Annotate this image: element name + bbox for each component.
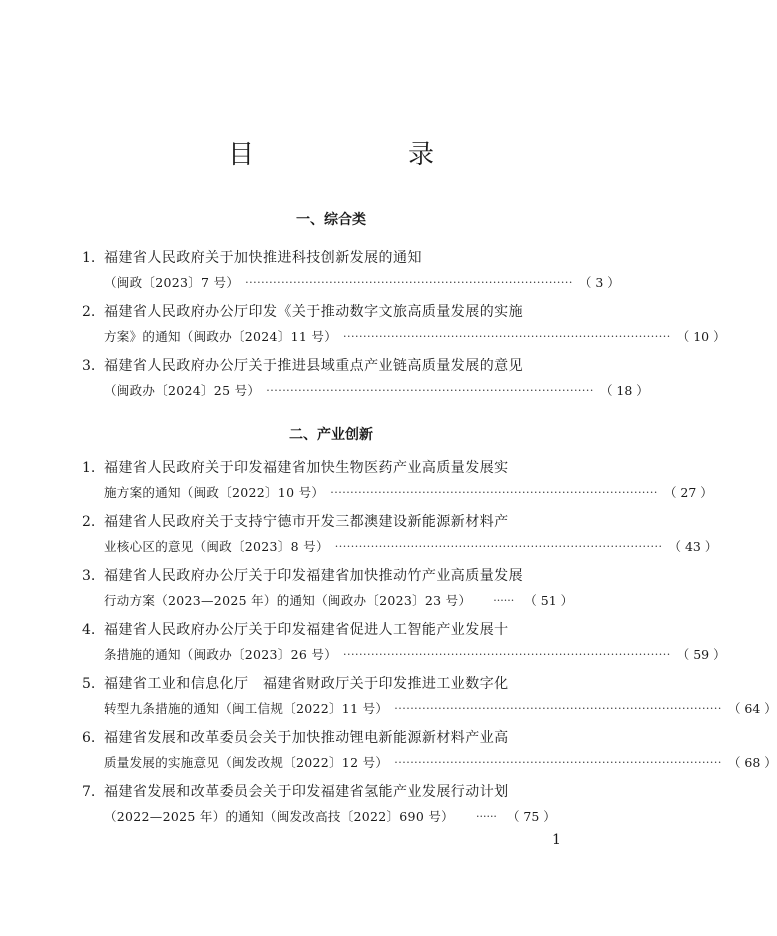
entry-title: 福建省人民政府办公厅关于印发福建省促进人工智能产业发展十 [104, 622, 509, 638]
dot-leader: ······ [475, 809, 497, 823]
entry-number: 2. [82, 304, 96, 320]
toc-entry[interactable] [82, 780, 582, 828]
entry-doc-number: （闽政办〔2024〕25 号） [104, 383, 261, 398]
entry-title: 福建省人民政府关于支持宁德市开发三都澳建设新能源新材料产 [104, 514, 509, 530]
toc-entry[interactable] [82, 510, 718, 558]
dot-leader: ·················································································· [330, 485, 658, 499]
entry-title: 福建省人民政府办公厅关于印发福建省加快推动竹产业高质量发展 [104, 568, 524, 584]
entry-page: （ 18 ） [599, 383, 649, 398]
entry-page: （ 10 ） [676, 329, 726, 344]
entry-title: 福建省发展和改革委员会关于加快推动锂电新能源新材料产业高 [104, 730, 509, 746]
entry-page: （ 3 ） [578, 275, 620, 290]
page-number: 1 [552, 832, 561, 848]
entry-doc-number: 条措施的通知（闽政办〔2023〕26 号） [104, 647, 337, 662]
dot-leader: ·················································································· [394, 755, 722, 769]
dot-leader: ·················································································· [343, 329, 671, 343]
page-title: 目 录 [227, 140, 468, 170]
entry-page: （ 51 ） [524, 593, 574, 608]
entry-page: （ 59 ） [676, 647, 726, 662]
section-title-general: 一、综合类 [296, 212, 366, 228]
toc-entry[interactable] [82, 618, 726, 666]
dot-leader: ······ [493, 593, 515, 607]
entry-page: （ 75 ） [506, 809, 556, 824]
entry-title: 福建省人民政府关于印发福建省加快生物医药产业高质量发展实 [104, 460, 509, 476]
toc-entry[interactable] [82, 564, 582, 612]
entry-title: 福建省人民政府办公厅印发《关于推动数字文旅高质量发展的实施 [104, 304, 524, 320]
dot-leader: ·················································································· [343, 647, 671, 661]
entry-page: （ 27 ） [663, 485, 713, 500]
entry-number: 7. [82, 784, 96, 800]
entry-doc-number: 行动方案（2023—2025 年）的通知（闽政办〔2023〕23 号） [104, 593, 472, 608]
entry-number: 3. [82, 568, 96, 584]
entry-doc-number: 施方案的通知（闽政〔2022〕10 号） [104, 485, 325, 500]
entry-doc-number: （2022—2025 年）的通知（闽发改高技〔2022〕690 号） [104, 809, 454, 824]
entry-title: 福建省发展和改革委员会关于印发福建省氢能产业发展行动计划 [104, 784, 509, 800]
entry-title: 福建省人民政府办公厅关于推进县域重点产业链高质量发展的意见 [104, 358, 524, 374]
toc-entry[interactable] [82, 354, 649, 402]
entry-doc-number: 方案》的通知（闽政办〔2024〕11 号） [104, 329, 337, 344]
dot-leader: ·················································································· [266, 383, 594, 397]
entry-page: （ 43 ） [668, 539, 718, 554]
section-title-industry: 二、产业创新 [289, 427, 373, 443]
entry-number: 4. [82, 622, 96, 638]
entry-page: （ 64 ） [727, 701, 777, 716]
entry-doc-number: 转型九条措施的通知（闽工信规〔2022〕11 号） [104, 701, 389, 716]
toc-entry[interactable] [82, 246, 620, 294]
entry-title: 福建省工业和信息化厅 福建省财政厅关于印发推进工业数字化 [104, 676, 509, 692]
entry-page: （ 68 ） [727, 755, 777, 770]
entry-number: 2. [82, 514, 96, 530]
entry-number: 1. [82, 460, 96, 476]
entry-number: 3. [82, 358, 96, 374]
entry-number: 6. [82, 730, 96, 746]
entry-doc-number: （闽政〔2023〕7 号） [104, 275, 240, 290]
entry-doc-number: 业核心区的意见（闽政〔2023〕8 号） [104, 539, 329, 554]
dot-leader: ·················································································· [394, 701, 722, 715]
toc-entry[interactable] [82, 672, 777, 720]
entry-number: 1. [82, 250, 96, 266]
dot-leader: ·················································································· [245, 275, 573, 289]
toc-entry[interactable] [82, 456, 713, 504]
entry-doc-number: 质量发展的实施意见（闽发改规〔2022〕12 号） [104, 755, 389, 770]
toc-entry[interactable] [82, 300, 726, 348]
dot-leader: ·················································································· [334, 539, 663, 553]
toc-entry[interactable] [82, 726, 777, 774]
entry-title: 福建省人民政府关于加快推进科技创新发展的通知 [104, 250, 422, 266]
entry-number: 5. [82, 676, 96, 692]
